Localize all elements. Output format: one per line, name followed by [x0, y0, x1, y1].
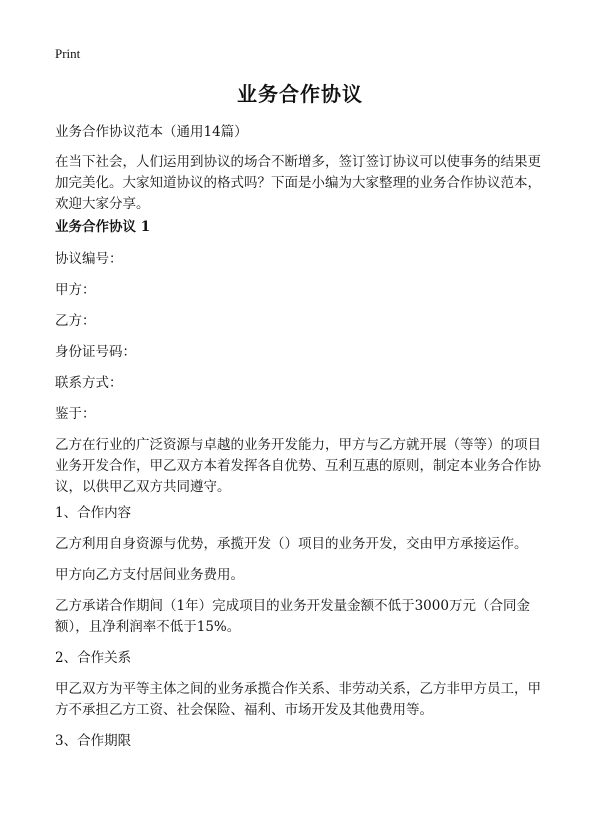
- section-heading: 业务合作协议 1: [55, 219, 151, 235]
- document-title: 业务合作协议: [237, 82, 363, 106]
- clause-1-paragraph-1: 乙方利用自身资源与优势，承揽开发（）项目的业务开发，交由甲方承接运作。: [55, 536, 528, 552]
- document-subtitle: 业务合作协议范本（通用14篇）: [55, 124, 248, 140]
- clause-2-heading: 2、合作关系: [55, 650, 132, 666]
- clause-3-heading: 3、合作期限: [55, 733, 132, 749]
- print-label: Print: [55, 46, 81, 61]
- field-party-b: 乙方：: [55, 313, 96, 329]
- preamble-paragraph: 乙方在行业的广泛资源与卓越的业务开发能力，甲方与乙方就开展（等等）的项目业务开发合作，甲乙双方本着发挥各自优势、互利互惠的原则，制定本业务合作协议，以供甲乙双方共同遵守。: [55, 437, 541, 495]
- field-party-a: 甲方：: [55, 282, 96, 298]
- clause-2-paragraph-1: 甲乙双方为平等主体之间的业务承揽合作关系、非劳动关系，乙方非甲方员工，甲方不承担乙方工资、社会保险、福利、市场开发及其他费用等。: [55, 681, 541, 718]
- field-whereas: 鉴于：: [55, 406, 96, 422]
- field-agreement-no: 协议编号：: [55, 251, 123, 267]
- clause-1-heading: 1、合作内容: [55, 505, 132, 521]
- clause-1-paragraph-3: 乙方承诺合作期间（1年）完成项目的业务开发量金额不低于3000万元（合同金额），且净利润率不低于15%。: [55, 598, 530, 635]
- intro-paragraph: 在当下社会，人们运用到协议的场合不断增多，签订签订协议可以使事务的结果更加完美化。大家知道协议的格式吗？下面是小编为大家整理的业务合作协议范本，欢迎大家分享。: [55, 154, 541, 212]
- field-contact: 联系方式：: [55, 375, 123, 391]
- field-id-number: 身份证号码：: [55, 344, 136, 360]
- clause-1-paragraph-2: 甲方向乙方支付居间业务费用。: [55, 567, 244, 583]
